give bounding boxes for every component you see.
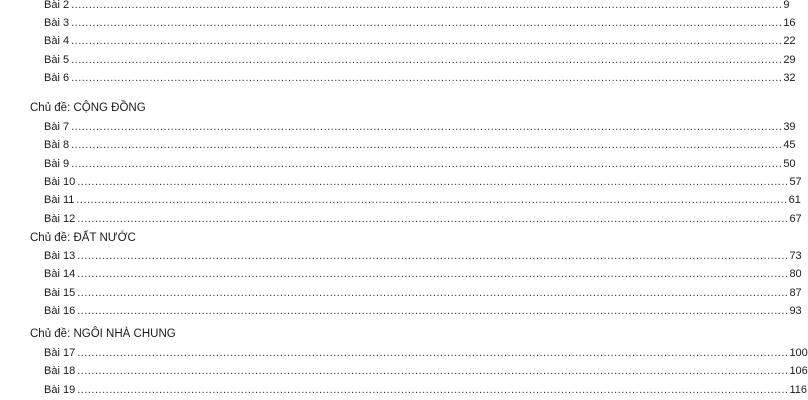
dot-leader: ........................................................................................................................................................................................................ (77, 365, 789, 378)
dot-leader: ........................................................................................................................................................................................................ (77, 175, 789, 188)
page-number: 16 (783, 17, 796, 30)
dot-leader: ........................................................................................................................................................................................................ (71, 121, 783, 133)
toc-entry[interactable] (44, 30, 796, 48)
lesson-label: Bài 19 (44, 383, 76, 396)
lesson-label: Bài 10 (44, 175, 76, 188)
lesson-label: Bài 5 (44, 53, 70, 66)
page-number: 100 (789, 347, 808, 359)
lesson-label: Bài 11 (44, 194, 75, 207)
page-number: 22 (783, 35, 796, 48)
dot-leader: ........................................................................................................................................................................................................ (71, 35, 783, 48)
section-heading: Chủ đề: CỘNG ĐỒNG (30, 102, 146, 114)
lesson-label: Bài 12 (44, 212, 76, 225)
dot-leader: ........................................................................................................................................................................................................ (71, 17, 783, 30)
toc-entry[interactable] (44, 189, 801, 207)
toc-entry[interactable] (44, 171, 802, 189)
toc-entry[interactable] (44, 300, 802, 318)
dot-leader: ........................................................................................................................................................................................................ (77, 347, 789, 359)
page-number: 106 (789, 365, 808, 378)
lesson-label: Bài 9 (44, 157, 70, 170)
page-number: 73 (789, 250, 802, 262)
page-number: 32 (783, 71, 796, 84)
page-number: 9 (783, 0, 790, 11)
toc-entry[interactable] (44, 153, 796, 171)
toc-entry[interactable] (44, 379, 807, 397)
toc-entry[interactable] (44, 342, 808, 360)
dot-leader: ........................................................................................................................................................................................................ (71, 53, 783, 66)
page-number: 45 (783, 139, 796, 152)
dot-leader: ........................................................................................................................................................................................................ (77, 212, 789, 225)
toc-entry[interactable] (44, 245, 802, 263)
lesson-label: Bài 3 (44, 17, 70, 30)
lesson-label: Bài 18 (44, 365, 76, 378)
toc-entry[interactable] (44, 263, 802, 281)
dot-leader: ........................................................................................................................................................................................................ (77, 250, 789, 262)
toc-entry[interactable] (44, 282, 802, 300)
lesson-label: Bài 6 (44, 71, 70, 84)
lesson-label: Bài 7 (44, 121, 70, 133)
section-heading: Chủ đề: NGÔI NHÀ CHUNG (30, 328, 176, 340)
lesson-label: Bài 14 (44, 268, 76, 281)
section-heading: Chủ đề: ĐẤT NƯỚC (30, 232, 136, 244)
page-number: 80 (789, 268, 802, 281)
toc-entry[interactable] (44, 67, 796, 85)
toc-entry[interactable] (44, 12, 796, 30)
dot-leader: ........................................................................................................................................................................................................ (77, 304, 789, 317)
toc-entry[interactable] (44, 134, 796, 152)
toc-entry[interactable] (44, 208, 802, 226)
page-number: 29 (783, 53, 796, 66)
toc-entry[interactable] (44, 116, 796, 134)
lesson-label: Bài 2 (44, 0, 70, 11)
toc-entry[interactable] (44, 49, 796, 67)
lesson-label: Bài 15 (44, 286, 76, 299)
page-number: 50 (783, 157, 796, 170)
dot-leader: ........................................................................................................................................................................................................ (71, 139, 783, 152)
page-number: 87 (789, 286, 802, 299)
page-number: 61 (788, 194, 801, 207)
page-number: 116 (789, 383, 807, 396)
lesson-label: Bài 17 (44, 347, 76, 359)
page-number: 39 (783, 121, 796, 133)
dot-leader: ........................................................................................................................................................................................................ (71, 71, 783, 84)
dot-leader: ........................................................................................................................................................................................................ (77, 268, 789, 281)
lesson-label: Bài 13 (44, 250, 76, 262)
page-number: 67 (789, 212, 802, 225)
dot-leader: ........................................................................................................................................................................................................ (71, 157, 783, 170)
dot-leader: ........................................................................................................................................................................................................ (71, 0, 783, 11)
page-number: 57 (789, 175, 802, 188)
dot-leader: ........................................................................................................................................................................................................ (76, 194, 788, 207)
toc-entry[interactable] (44, 0, 790, 12)
toc-entry[interactable] (44, 360, 808, 378)
lesson-label: Bài 16 (44, 304, 76, 317)
lesson-label: Bài 4 (44, 35, 70, 48)
dot-leader: ........................................................................................................................................................................................................ (77, 383, 789, 396)
lesson-label: Bài 8 (44, 139, 70, 152)
dot-leader: ........................................................................................................................................................................................................ (77, 286, 789, 299)
page-number: 93 (789, 304, 802, 317)
